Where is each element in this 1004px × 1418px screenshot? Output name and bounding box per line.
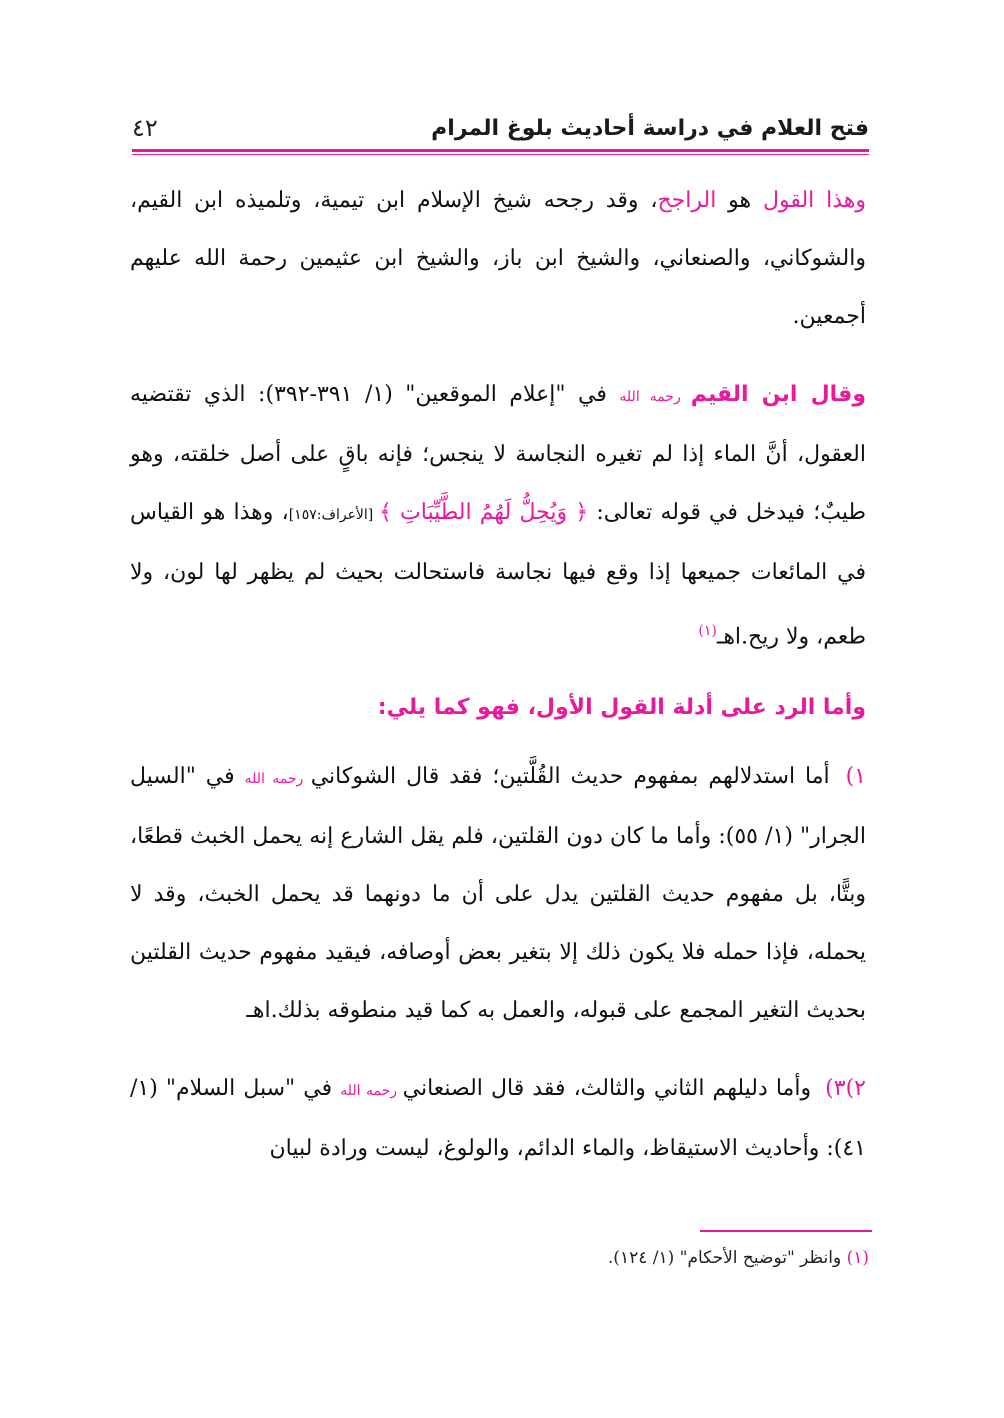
header-rule <box>132 149 869 152</box>
honorific-shawkani: رحمه الله <box>244 771 311 788</box>
footnote-number: (١) <box>846 1248 869 1268</box>
paragraph-ibn-qayyim <box>130 366 866 666</box>
reply-item-2 <box>130 1060 866 1178</box>
footnote <box>130 1248 869 1268</box>
book-title: فتح العلام في دراسة أحاديث بلوغ المرام <box>431 116 869 141</box>
page-header <box>132 112 869 152</box>
item-number-2: ٢)٣) <box>825 1076 866 1102</box>
opinion-text-rest: ، وقد رجحه شيخ الإسلام ابن تيمية، وتلميذه ابن القيم، والشوكاني، والصنعاني، والشيخ ابن باز، والشيخ ابن عثيمين رحمة الله عليهم أجمعين. <box>130 188 866 329</box>
honorific-sanani: رحمه الله <box>340 1083 403 1100</box>
quran-ayah: ﴿ وَيُحِلُّ لَهُمُ الطَّيِّبَاتِ ﴾ <box>378 500 589 525</box>
item2-text-1: وأما دليلهم الثاني والثالث، فقد قال الصنعاني <box>402 1076 820 1102</box>
reply-item-1 <box>130 748 866 1040</box>
header-rule-thin <box>132 154 869 155</box>
rajih-word: الراجح <box>657 188 717 213</box>
ibn-qayyim-text-1: في "إعلام الموقعين" (١/ ٣٩١-٣٩٢): الذي تقتضيه العقول، أنَّ الماء إذا لم تغيره النجاسة لا ينجس؛ فإنه باقٍ على أصل خلقته، وهو طيبٌ؛ فيدخل في قوله تعالى: <box>130 382 867 525</box>
opinion-lead: وهذا القول <box>762 188 867 213</box>
page-number: ٤٢ <box>132 114 158 142</box>
section-heading: وأما الرد على أدلة القول الأول، فهو كما يلي: <box>377 695 866 721</box>
footnote-rule <box>700 1230 872 1232</box>
honorific-ibn-qayyim: رحمه الله <box>619 389 691 405</box>
footnote-marker: (١) <box>698 623 717 639</box>
item-number-1: ١) <box>845 764 866 790</box>
item2-text-2: في "سبل السلام" (١/ ٤١): وأحاديث الاستيقاظ، والماء الدائم، والولوغ، ليست ورادة لبيان <box>130 1076 866 1162</box>
ayah-reference: [الأعراف:١٥٧] <box>288 507 379 523</box>
footnote-text: وانظر "توضيح الأحكام" (١/ ١٢٤). <box>607 1248 847 1268</box>
opinion-text-1: هو <box>716 188 763 213</box>
ibn-qayyim-lead: وقال ابن القيم <box>690 382 867 407</box>
ibn-qayyim-text-2: ، وهذا هو القياس في المائعات جميعها إذا وقع فيها نجاسة فاستحالت بحيث لم يظهر لها لون، ولا طعم، ولا ريح.اهـ <box>130 500 866 650</box>
item1-text-1: أما استدلالهم بمفهوم حديث القُلَّتين؛ فقد قال الشوكاني <box>310 764 840 790</box>
item1-text-2: في "السيل الجرار" (١/ ٥٥): وأما ما كان دون القلتين، فلم يقل الشارع إنه يحمل الخبث قطعًا، وبتًّا، بل مفهوم حديث القلتين يدل على أن ما دونهما قد يحمل الخبث، وقد لا يحمله، فإذا حمله فلا يكون ذلك إلا بتغير بعض أوصافه، فيقيد مفهوم حديث القلتين بحديث التغير المجمع على قبوله، والعمل به كما قيد منطوقه بذلك.اهـ <box>130 764 867 1024</box>
paragraph-opinion <box>130 172 866 346</box>
main-text <box>130 172 866 1198</box>
